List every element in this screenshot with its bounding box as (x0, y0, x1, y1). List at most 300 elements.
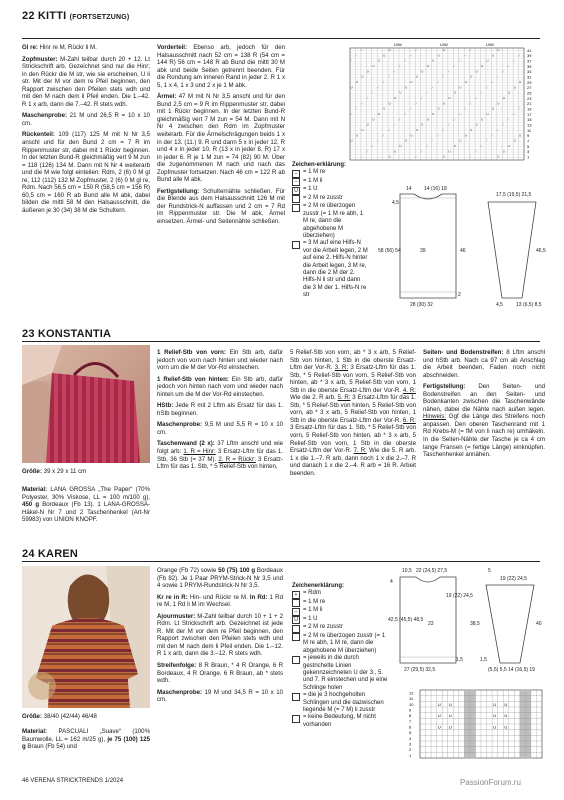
svg-text:U: U (350, 138, 353, 143)
schem-label: 38,5 (470, 621, 480, 627)
svg-text:U: U (443, 154, 446, 159)
legend-symbol-icon (292, 599, 300, 607)
svg-text:U: U (470, 128, 473, 133)
svg-text:∕: ∕ (508, 64, 509, 69)
paragraph: Streifenfolge: 8 R Braun, * 4 R Orange, 6 R Bordeaux, 4 R Orange, 6 R Braun, ab * stets wdh. (157, 662, 283, 685)
chart-row-number: 29 (527, 79, 532, 85)
svg-text:∕: ∕ (459, 58, 460, 63)
paragraph: Maschenprobe: 21 M und 26,5 R = 10 x 10 cm. (22, 112, 150, 127)
svg-text:U: U (513, 138, 516, 143)
chart-row-number: 10 (409, 701, 414, 707)
svg-text:∕: ∕ (448, 69, 449, 74)
legend-text: = 2 M re überzogen zusstr (= 1 M re abh, 1 M re, dann die abgehobene M überziehen) (303, 203, 364, 240)
svg-text:U: U (356, 133, 359, 138)
legend-item (292, 714, 388, 729)
schem-label: 4 (390, 579, 393, 585)
chart-row-number: 2 (409, 747, 412, 753)
karen-legend (292, 583, 388, 729)
paragraph: 1 Relief-Stb von hinten: Ein Stb arb, dafür jedoch von hinten nach vorn und wieder nach hinten um die M der Vor-Rd einstechen. (157, 375, 283, 398)
svg-text:∕: ∕ (383, 133, 384, 138)
chart-row-number: 3 (409, 741, 412, 747)
svg-text:U: U (404, 138, 408, 143)
chart-row-number: 4 (409, 735, 412, 741)
svg-text:U: U (513, 85, 516, 90)
svg-text:∕: ∕ (383, 80, 384, 85)
svg-text:∕: ∕ (508, 117, 509, 122)
svg-text:∕: ∕ (415, 48, 417, 53)
svg-text:∕: ∕ (513, 58, 515, 63)
svg-text:∕: ∕ (415, 154, 417, 159)
svg-text:∕: ∕ (366, 149, 368, 154)
svg-text:∕: ∕ (415, 101, 417, 106)
legend-item (292, 195, 368, 204)
svg-text:∕: ∕ (350, 58, 352, 63)
chart-row-number: 25 (527, 90, 532, 96)
section-number: 23 (22, 328, 35, 340)
svg-text:U: U (481, 64, 484, 69)
legend-item (292, 590, 388, 599)
chart-row-number: 11 (527, 127, 532, 133)
svg-text:U: U (504, 724, 508, 730)
chart-row-number: 5 (527, 143, 530, 149)
svg-text:U: U (377, 58, 380, 63)
legend-symbol-icon (292, 195, 300, 203)
svg-text:U: U (486, 112, 489, 117)
svg-text:U: U (502, 149, 505, 154)
legend-symbol-icon: U (292, 187, 300, 195)
legend-text: = keine Bedeutung, M nicht vorhanden (303, 714, 376, 728)
svg-text:U: U (388, 48, 391, 53)
svg-text:∕: ∕ (366, 96, 368, 101)
chart-row-number: 17 (527, 111, 532, 117)
svg-text:U: U (366, 69, 369, 74)
kitti-legend (292, 162, 368, 300)
legend-symbol-icon (292, 204, 300, 212)
svg-text:∕: ∕ (502, 69, 504, 74)
legend-symbol-icon: + (292, 591, 300, 599)
schem-label: 13 (6,5) 8,5 (516, 302, 542, 308)
svg-text:U: U (437, 724, 441, 730)
schem-label: 46,5 (536, 248, 546, 254)
schem-label: 1,5 (480, 657, 487, 663)
legend-symbol-icon: – (292, 178, 300, 186)
svg-text:U: U (394, 96, 397, 101)
svg-text:∕: ∕ (470, 101, 471, 106)
svg-text:∕: ∕ (426, 90, 428, 95)
svg-text:∕: ∕ (399, 64, 401, 69)
legend-item (292, 240, 368, 299)
svg-text:U: U (388, 101, 391, 106)
chart-row-number: 41 (527, 47, 532, 53)
svg-text:U: U (361, 74, 364, 79)
legend-symbol-icon (292, 715, 300, 723)
svg-text:U: U (356, 80, 359, 85)
sweater-photo (22, 566, 150, 708)
svg-text:U: U (493, 701, 497, 707)
legend-text: = 3 M auf eine Hilfs-N vor die Arbeit legen, 2 M auf eine 2. Hilfs-N hinter die Arbeit legen, 3 M re, dann die 2 M der 2. Hilfs-N li str und dann die 3 M der 1. Hilfs-N re str (303, 240, 368, 299)
svg-text:∕: ∕ (410, 53, 411, 58)
chart-row-number: 1 (409, 752, 412, 758)
schem-label: 46 (460, 248, 466, 254)
svg-text:U: U (432, 112, 435, 117)
svg-text:U: U (481, 117, 484, 122)
svg-text:∕: ∕ (464, 53, 466, 58)
svg-text:∕: ∕ (437, 133, 439, 138)
svg-text:U: U (497, 101, 500, 106)
svg-text:∕: ∕ (404, 58, 406, 63)
svg-text:U: U (399, 144, 402, 149)
svg-text:U: U (377, 112, 380, 117)
chart-row-number: 27 (527, 85, 532, 91)
legend-text: = 1 M li (303, 177, 323, 184)
svg-text:∕: ∕ (443, 74, 444, 79)
schem-label: 14 (406, 186, 412, 192)
svg-text:∕: ∕ (361, 48, 362, 53)
chart-top-label: U/W (486, 42, 494, 47)
svg-text:∕: ∕ (410, 106, 411, 111)
paragraph: Fertigstellung: Den Seiten- und Bodenstreifen an den Seiten- und Bodenkanten zwischen die Taschenwände nähen, dabei die Nähte nach außen legen. Hinweis: Ggf die Länge des Streifens noch anpassen. Den oberen Taschenrand mit 1 Rd Krebs-M (= fM von li nach re) umhäkeln. In die Seiten-Nähte der Tasche je ca 4 cm lange Fransen (= fertige Länge) einknüpfen. Taschenhenkel annähen. (423, 383, 545, 459)
svg-text:U: U (508, 90, 511, 95)
svg-text:∕: ∕ (421, 96, 422, 101)
schem-label: 17,5 (19,5) 21,5 (496, 192, 532, 198)
karen-schematic (388, 565, 548, 675)
schem-label: 14 (16) 18 (424, 186, 447, 192)
legend-text: = 1 M li (303, 607, 323, 614)
svg-text:∕: ∕ (356, 106, 357, 111)
chart-row-number: 15 (527, 117, 532, 123)
svg-text:U: U (453, 90, 456, 95)
svg-text:U: U (437, 701, 441, 707)
paragraph: Kr re in R: Hin- und Rückr re M. In Rd: 1 Rd re M, 1 Rd li M im Wechsel. (157, 593, 283, 609)
svg-text:U: U (464, 80, 467, 85)
legend-symbol-icon (292, 656, 300, 664)
paragraph: Maschenprobe: 19 M und 34,5 R = 10 x 10 cm. (157, 688, 283, 704)
chart-row-number: 7 (409, 718, 412, 724)
paragraph: Zopfmuster: M-Zahl teilbar durch 20 + 12. Lt Strickschrift arb. Gezeichnet sind nur die Hinr; in den Rückr die M str, wie sie erscheinen, U li str. Mit der M vor dem re Pfeil beginnen, den Rapport zwischen den Pfeilen stets wdh und mit den M nach dem li Pfeil enden. Die 1.–42. R 1 x arb, dann die 7.–42. R stets wdh. (22, 55, 150, 108)
legend-text: = 1 U (303, 615, 318, 622)
svg-text:∕: ∕ (491, 133, 493, 138)
svg-text:∕: ∕ (361, 101, 362, 106)
chart-row-number: 23 (527, 95, 532, 101)
legend-text: = 2 M re zusstr (303, 194, 343, 201)
schem-label: (5,5) 5,5 (488, 667, 507, 673)
chart-row-number: 5 (409, 730, 412, 736)
paragraph: Seiten- und Bodenstreifen: 8 Lftm anschl und hStb arb. Nach ca 97 cm ab Anschlag die Arbeit beenden, Faden noch nicht abschneiden. (423, 349, 545, 379)
chart-row-number: 19 (527, 106, 532, 112)
chart-row-number: 9 (527, 133, 530, 139)
svg-text:U: U (453, 144, 456, 149)
svg-text:U: U (443, 101, 446, 106)
schem-label: 19 (22) 24,5 (446, 593, 473, 599)
svg-text:∕: ∕ (372, 90, 373, 95)
svg-text:U: U (410, 133, 413, 138)
paragraph: Fertigstellung: Schulternähte schließen. Für die Blende aus dem Halsausschnitt 126 M mit der Rundstrick-N auffassen und 2 cm = 7 Rd im Rippenmuster str. Die M abk. Ärmel einsetzen. Ärmel- und Seitennähte schließen. (157, 187, 285, 226)
svg-text:U: U (383, 53, 386, 58)
paragraph: Taschenwand (2 x): 37 Lftm anschl und wie folgt arb: 1. R = Hinr: 3 Ersatz-Lftm für das 1. Stb, 36 Stb (= 37 M). 2. R = Rückr: 3 Ersatz-Lftm für das 1. Stb, * 5 Relief-Stb von hinten, (157, 440, 283, 471)
legend-symbol-icon: U (292, 616, 300, 624)
legend-text: = 1 U (303, 186, 318, 193)
svg-text:∕: ∕ (459, 112, 460, 117)
section-divider (22, 38, 540, 39)
section-name: KAREN (37, 548, 79, 560)
chart-row-number: 9 (409, 707, 412, 713)
svg-text:U: U (519, 133, 522, 138)
svg-text:U: U (415, 128, 418, 133)
schem-label: 4,5 (392, 200, 399, 206)
svg-text:∕: ∕ (481, 144, 482, 149)
legend-item (292, 169, 368, 178)
chart-row-number: 12 (409, 690, 414, 696)
svg-text:∕: ∕ (426, 144, 428, 149)
chart-row-number: 13 (527, 122, 532, 128)
svg-text:∕: ∕ (453, 117, 455, 122)
chart-row-number: 11 (409, 696, 414, 702)
svg-text:∕: ∕ (421, 149, 422, 154)
svg-text:∕: ∕ (464, 106, 466, 111)
legend-title: Zeichen-erklärung: (292, 162, 347, 168)
section-name: KONSTANTIA (37, 328, 112, 340)
svg-text:U: U (448, 701, 452, 707)
svg-text:U: U (504, 713, 508, 719)
svg-text:∕: ∕ (388, 128, 390, 133)
section-divider (22, 341, 540, 342)
schem-label: 4,5 (496, 302, 503, 308)
paragraph: Vorderteil: Ebenso arb, jedoch für den Halsausschnitt nach 52 cm = 138 R (54 cm = 144 R) 56 cm = 148 R ab Bund die mittl 30 M abk und beide Seiten getrennt beenden. Für die Rundung am inneren Rand in jeder 2. R 1 x 5, 1 x 4, 1 x 3 und 2 x je 1 M abk. (157, 44, 285, 89)
schem-label: 39 (420, 248, 426, 254)
svg-text:U: U (493, 713, 497, 719)
svg-text:∕: ∕ (377, 138, 379, 143)
section-number: 22 (22, 10, 35, 22)
svg-text:∕: ∕ (491, 80, 493, 85)
svg-text:∕: ∕ (486, 85, 488, 90)
schem-label: 40 (536, 621, 542, 627)
svg-text:U: U (504, 701, 508, 707)
svg-text:U: U (394, 149, 397, 154)
svg-text:∕: ∕ (372, 144, 373, 149)
schem-label: 1,5 (456, 657, 463, 663)
legend-item (292, 186, 368, 195)
legend-text: = Rdm (303, 590, 321, 597)
chart-row-number: 8 (409, 713, 412, 719)
chart-row-number: 1 (527, 154, 530, 160)
schem-label: 19 (22) 24,5 (500, 576, 527, 582)
svg-text:∕: ∕ (470, 154, 471, 159)
svg-text:∕: ∕ (388, 74, 390, 79)
svg-text:∕: ∕ (475, 149, 477, 154)
legend-symbol-icon (292, 693, 300, 701)
svg-text:∕: ∕ (432, 138, 433, 143)
svg-text:U: U (491, 106, 495, 111)
svg-text:U: U (421, 122, 424, 127)
schem-label: 22 (24,5) 27,5 (416, 568, 448, 574)
svg-text:∕: ∕ (497, 128, 498, 133)
kitti-text-column-2 (157, 44, 285, 230)
paragraph: 1 Relief-Stb von vorn: Ein Stb arb, dafür jedoch von vorn nach hinten und wieder nach vorn um die M der Vor-Rd einstechen. (157, 349, 283, 372)
svg-text:U: U (497, 154, 500, 159)
svg-text:∕: ∕ (361, 154, 362, 159)
legend-text: = 1 M re (303, 598, 326, 605)
section-divider (22, 561, 540, 562)
svg-text:U: U (448, 96, 451, 101)
svg-text:∕: ∕ (443, 128, 444, 133)
schem-label: 27 (29,5) 32,5 (404, 667, 436, 673)
konstantia-text-column-1 (157, 349, 283, 475)
konstantia-text-column-2 (290, 349, 416, 481)
svg-text:U: U (443, 48, 446, 53)
svg-text:∕: ∕ (513, 112, 515, 117)
karen-knitting-chart (408, 687, 546, 763)
schem-label: 23 (428, 621, 434, 627)
konstantia-size: Größe: 39 x 29 x 11 cm (22, 468, 87, 475)
svg-text:U: U (437, 713, 441, 719)
chart-row-number: 31 (527, 74, 532, 80)
svg-text:U: U (415, 74, 418, 79)
svg-text:∕: ∕ (497, 74, 498, 79)
legend-text: = 1 M re (303, 169, 326, 176)
bag-photo (22, 345, 150, 463)
legend-symbol-icon: – (292, 608, 300, 616)
chart-row-number: 21 (527, 101, 532, 107)
svg-text:U: U (421, 69, 424, 74)
schem-label: 42,5 (45,5) 48,5 (388, 617, 424, 623)
legend-item (292, 203, 368, 240)
svg-text:∕: ∕ (519, 53, 520, 58)
chart-row-number: 33 (527, 69, 532, 75)
karen-text-column-1 (157, 567, 283, 708)
svg-text:∕: ∕ (399, 117, 401, 122)
svg-text:U: U (448, 724, 452, 730)
svg-text:∕: ∕ (475, 96, 477, 101)
chart-top-label: U/W (394, 42, 402, 47)
schem-label: 58 (56) 54 (378, 248, 401, 254)
svg-text:U: U (388, 154, 391, 159)
section-title-karen (22, 548, 78, 560)
legend-item (292, 633, 388, 655)
legend-item (292, 616, 388, 625)
svg-text:∕: ∕ (350, 112, 352, 117)
svg-text:U: U (497, 48, 500, 53)
kitti-schematic (376, 182, 556, 310)
svg-text:U: U (426, 117, 429, 122)
section-number: 24 (22, 548, 35, 560)
schem-label: 10,5 (402, 568, 412, 574)
svg-text:∕: ∕ (481, 90, 482, 95)
svg-text:∕: ∕ (502, 122, 504, 127)
svg-text:U: U (464, 133, 467, 138)
paragraph: 5 Relief-Stb von vorn, ab * 3 x arb, 5 Relief-Stb von hinten, 1 Stb in die oberste Ersatz-Lftm der Vor-R. 3. R: 3 Ersatz-Lftm für das 1. Stb, * 5 Relief-Stb von vorn, 5 Relief-Stb von hinten, ab * 3 x arb, 5 Relief-Stb von vorn, 1 Stb in die oberste Ersatz-Lftm der Vor-R. 4. R: Wie die 2. R arb. 5. R: 3 Ersatz-Lftm für das 1. Stb, * 5 Relief-Stb von hinten, 5 Relief-Stb von vorn, ab * 3 x arb, 5 Relief-Stb von hinten, 1 Stb in die oberste Ersatz-Lftm der Vor-R. 6. R: 3 Ersatz-Lftm für das 1. Stb, * 5 Relief-Stb von vorn, 5 Relief-Stb von hinten, ab * 3 x arb, 5 Relief-Stb von vorn, 1 Stb in die oberste Ersatz-Lftm der Vor-R. 7. R: Wie die 5. R arb. 1 x die 1.–7. R arb, dann noch 1 x die 2.–7. R und danach 1 x die 2.–4. R arb = 16 R. Arbeit beenden. (290, 349, 417, 477)
konstantia-text-column-3 (423, 349, 545, 463)
svg-text:U: U (470, 74, 473, 79)
kitti-knitting-chart (344, 40, 544, 162)
section-title-konstantia (22, 328, 111, 340)
legend-item (292, 178, 368, 187)
legend-item (292, 624, 388, 633)
svg-text:U: U (432, 58, 435, 63)
legend-text: = die je 3 hochgeholten Schlingen und die dazwischen liegende M (= 7 M) li zusstr (303, 692, 384, 713)
karen-material: Material: PASCUALI „Suave“ (100% Baumwolle, LL = 162 m/25 g), je 75 (100) 125 g Braun (Fb 54) und (22, 728, 150, 751)
svg-text:U: U (448, 713, 452, 719)
svg-text:∕: ∕ (470, 48, 471, 53)
legend-item (292, 692, 388, 714)
legend-item (292, 655, 388, 692)
svg-text:U: U (399, 90, 402, 95)
paragraph: Maschenprobe: 9,5 M und 5,5 R = 10 x 10 cm. (157, 421, 283, 436)
konstantia-material: Material: LANA GROSSA „The Paper“ (70% Polyester, 30% Viskose, LL = 100 m/100 g), 450 g Bordeaux (Fb 13). 1 LANA-GROSSA-Häkel-N Nr 7 und 2 Taschenhenkel (Art-Nr 59983) von UNION KNOPF. (22, 486, 150, 524)
svg-text:U: U (502, 96, 505, 101)
legend-symbol-icon (292, 633, 300, 641)
legend-item (292, 607, 388, 616)
svg-text:∕: ∕ (437, 80, 439, 85)
svg-text:U: U (437, 106, 440, 111)
svg-text:U: U (366, 122, 369, 127)
legend-item (292, 599, 388, 608)
svg-text:U: U (475, 69, 478, 74)
schem-label: 14 (16,5) 19 (508, 667, 535, 673)
svg-text:∕: ∕ (519, 106, 520, 111)
page-footer: 46 VERENA STRICKTRENDS 1/2024 (22, 778, 124, 784)
svg-text:U: U (350, 85, 353, 90)
svg-text:U: U (459, 138, 462, 143)
legend-title: Zeichenerklärung: (292, 583, 345, 589)
paragraph: Gl re: Hinr re M, Rückr li M. (22, 44, 97, 51)
chart-row-number: 7 (527, 138, 530, 144)
section-name: KITTI (37, 10, 67, 22)
legend-text: = 2 M re überzogen zusstr (= 1 M re abh, 1 M re, dann die abgehobene M überziehen) (303, 632, 386, 654)
schem-label: 5 (488, 568, 491, 574)
paragraph: Orange (Fb 72) sowie 50 (75) 100 g Bordeaux (Fb 82). Je 1 Paar PRYM-Strick-N Nr 3,5 und 4 sowie 1 PRYM-Rundstrick-N Nr 3,5. (157, 567, 283, 590)
paragraph: Ajourmuster: M-Zahl teilbar durch 10 + 1 + 2 Rdm. Lt Strickschrift arb. Gezeichnet ist jede R. Mit der M vor dem re Pfeil beginnen, den Rapport zwischen den Pfeilen stets wdh und mit den M nach dem li Pfeil enden. Die 1.–12. R 1 x arb, dann die 3.–12. R stets wdh. (157, 612, 283, 658)
svg-text:U: U (491, 53, 495, 58)
section-title-kitti (22, 10, 129, 22)
svg-text:∕: ∕ (394, 69, 395, 74)
svg-text:∕: ∕ (356, 53, 357, 58)
svg-text:U: U (426, 64, 429, 69)
paragraph: Rückenteil: 109 (117) 125 M mit N Nr 3,5 anschl und für den Bund 2 cm = 7 R im Rippenmuster str, dabei mit 1 Rückr beginnen. In der letzten Bund-R gleichmäßig vert 9 M zun = 118 (126) 134 M. Dann mit N Nr 4 weiterarb und die M wie folgt einteilen: Rdm, 2 (6) 0 M gl re, 112 (112) 132 M Zopfmuster, 2 (6) 0 M gl re, Rdm. Nach 56,5 cm = 150 R (58,5 cm = 156 R) 60,5 cm = 160 R ab Bund alle M abk, dabei bilden die mittl 58 M den Halsausschnitt, die äußeren je 30 (34) 38 M die Schultern. (22, 131, 150, 214)
watermark: PassionForum.ru (460, 778, 521, 787)
svg-text:U: U (372, 117, 375, 122)
svg-text:∕: ∕ (394, 122, 395, 127)
chart-row-number: 39 (527, 53, 532, 59)
legend-symbol-icon: – (292, 170, 300, 178)
svg-text:∕: ∕ (486, 138, 488, 143)
chart-row-number: 3 (527, 149, 530, 155)
svg-text:U: U (459, 85, 462, 90)
svg-text:U: U (437, 53, 440, 58)
karen-size: Größe: 38/40 (42/44) 46/48 (22, 713, 97, 720)
kitti-text-column-1 (22, 44, 150, 218)
svg-text:U: U (410, 80, 413, 85)
legend-symbol-icon (292, 625, 300, 633)
svg-text:U: U (486, 58, 489, 63)
svg-text:U: U (519, 80, 522, 85)
chart-row-number: 37 (527, 58, 532, 64)
svg-text:U: U (475, 122, 478, 127)
svg-text:∕: ∕ (448, 122, 449, 127)
svg-text:U: U (404, 85, 408, 90)
paragraph: Ärmel: 47 M mit N Nr 3,5 anschl und für den Bund 2,5 cm = 9 R im Rippenmuster str, dabei mit 1 Rückr beginnen. In der letzten Bund-R gleichmäßig vert 7 M zun = 54 M. Dann mit N Nr 4 zwischen den Rdm im Zopfmuster weiterarb. Für die Ärmelschrägungen beids 1 x in der 13. (11.) 9. R und dann 5 x in jeder 12. R und 4 x in jeder 10. R (13 x in jeder 8. R) 17 x in jeder 6. R je 1 M zun = 74 (82) 90 M. Über die zugenommenen M nach und nach das Zopfmuster fortsetzen. Nach 46 cm = 122 R ab Bund alle M abk. (157, 93, 285, 184)
svg-text:U: U (361, 128, 364, 133)
chart-row-number: 6 (409, 724, 412, 730)
legend-text: = jeweils in die durch gestrichelte Linien gekennzeichneten U der 3., 5. und 7. R einstechen und je eine Schlinge holen (303, 655, 388, 691)
svg-text:∕: ∕ (377, 85, 379, 90)
chart-top-label: U/W (440, 42, 448, 47)
svg-text:U: U (372, 64, 375, 69)
schem-label: 2 (458, 292, 461, 298)
svg-text:U: U (508, 144, 511, 149)
svg-text:U: U (493, 724, 497, 730)
svg-text:U: U (448, 149, 451, 154)
svg-text:U: U (383, 106, 386, 111)
